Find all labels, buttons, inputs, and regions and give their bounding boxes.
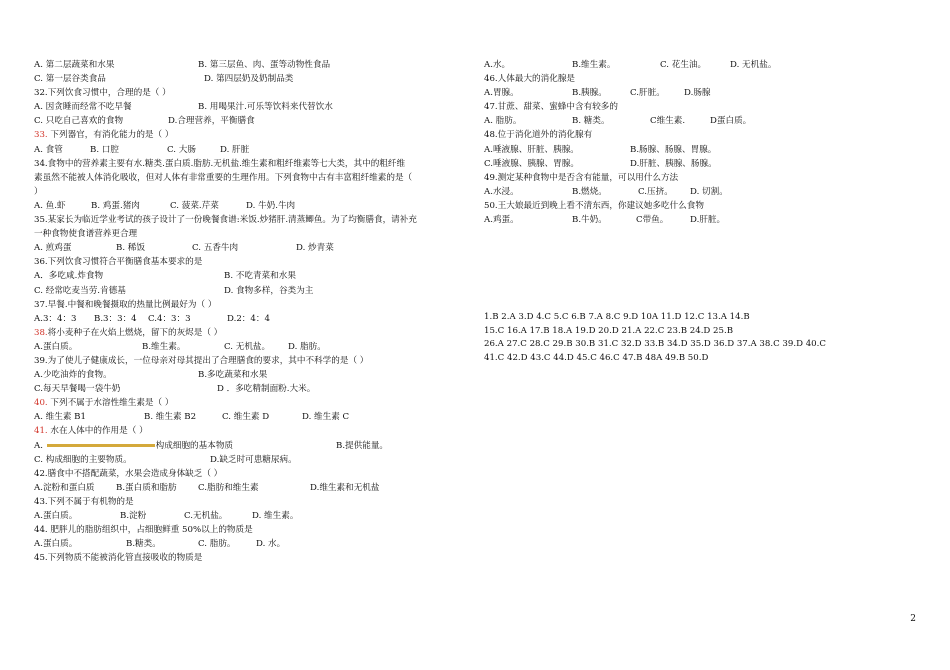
option-b: B. 不吃青菜和水果	[224, 271, 296, 282]
option-c: C.肝脏。	[630, 88, 665, 99]
option-c: C. 五香牛肉	[192, 243, 239, 254]
option-b: B.3：3：4	[94, 313, 137, 324]
option-a: A.3：4：3	[34, 313, 77, 324]
option-d: D ．多吃精制面粉.大米。	[217, 384, 316, 395]
option-d: D. 第四层奶及奶制品类	[204, 74, 294, 85]
question-text: 下列器官，有消化能力的是（ ）	[47, 130, 174, 141]
question-36-options-ab	[34, 269, 464, 283]
answer-key	[484, 311, 924, 365]
question-40-options	[34, 410, 464, 424]
option-d: D. 食物多样，谷类为主	[224, 285, 314, 296]
answer-key-line: 26.A 27.C 28.C 29.B 30.B 31.C 32.D 33.B 34.D 35.D 36.D 37.A 38.C 39.D 40.C	[484, 339, 826, 350]
option-a-letter: A.	[34, 440, 46, 451]
question-48-stem: 48.位于消化道外的消化腺有	[484, 130, 593, 141]
question-32-stem: 32.下列饮食习惯中，合理的是（ ）	[34, 88, 171, 99]
question-41-options-ab	[34, 439, 464, 453]
question-42-stem: 42.膳食中不搭配蔬菜，水果会造成身体缺乏（ ）	[34, 468, 223, 479]
option-a: A. 脂肪。	[484, 116, 522, 127]
option-a: A.蛋白质。	[34, 341, 78, 352]
option-d: D. 切割。	[690, 186, 728, 197]
question-43-stem: 43.下列不属于有机物的是	[34, 496, 134, 507]
question-33-stem	[34, 128, 464, 142]
question-48-options-ab	[484, 143, 924, 157]
question-35-stem-line2: 一种食物使食谱营养更合理	[34, 229, 138, 240]
option-a: A.水浸。	[484, 186, 519, 197]
option-a: A.唾液腺、肝脏、胰腺。	[484, 144, 579, 155]
question-49-options	[484, 185, 924, 199]
question-44-stem: 44. 肥胖儿的脂肪组织中，占细胞鲜重 50%以上的物质是	[34, 525, 253, 536]
option-b: B. 稀饭	[116, 243, 145, 254]
option-c: C.脂肪和维生素	[198, 482, 259, 493]
option-c: C. 维生素 D	[222, 412, 270, 423]
left-column	[34, 58, 464, 565]
option-a: A．多吃咸.炸食物	[34, 271, 104, 282]
option-c: C.4：3：3	[148, 313, 191, 324]
question-49-stem: 49.测定某种食物中是否含有能量，可以用什么方法	[484, 172, 679, 183]
option-b: B. 第三层鱼、肉、蛋等动物性食品	[198, 60, 331, 70]
option-b: B.糖类。	[126, 539, 161, 550]
option-d: D.合理营养，平衡膳食	[168, 116, 255, 127]
question-33-options	[34, 143, 464, 157]
question-46-options	[484, 86, 924, 100]
option-c: C. 经常吃麦当劳.肯德基	[34, 285, 126, 296]
option-b: B.淀粉	[120, 511, 147, 521]
option-a: A. 煎鸡蛋	[34, 243, 72, 254]
option-b: B.牛奶。	[572, 215, 607, 226]
option-a: A.淀粉和蛋白质	[34, 482, 95, 493]
question-36-stem: 36.下列饮食习惯符合平衡膳食基本要求的是	[34, 257, 203, 268]
option-d: D. 肝脏	[220, 144, 250, 155]
question-39-options-cd	[34, 382, 464, 396]
question-31-options-cd	[34, 72, 464, 86]
question-number: 40.	[34, 398, 48, 409]
question-text: 将小麦种子在火焰上燃烧，留下的灰烬是（ ）	[47, 327, 223, 338]
option-d: D.2：4：4	[227, 313, 270, 324]
option-b: B. 口腔	[90, 144, 119, 155]
option-a: A. 第二层蔬菜和水果	[34, 60, 115, 70]
option-d: D.维生素和无机盐	[310, 482, 380, 493]
question-32-options-ab	[34, 100, 464, 114]
highlight-mark	[47, 444, 155, 447]
option-d: D.肝脏、胰腺、肠腺。	[630, 158, 717, 169]
answer-key-line: 1.B 2.A 3.D 4.C 5.C 6.B 7.A 8.C 9.D 10A 11.D 12.C 13.A 14.B	[484, 312, 750, 323]
question-43-options	[34, 509, 464, 523]
option-d: D. 炒青菜	[296, 243, 334, 254]
question-text: 水在人体中的作用是（ ）	[47, 426, 148, 437]
question-38-stem	[34, 326, 464, 340]
question-48-options-cd	[484, 157, 924, 171]
option-b: B.肠腺、肠腺、胃腺。	[630, 144, 717, 155]
option-a: A. 食管	[34, 144, 63, 155]
option-b: B. 鸡蛋.猪肉	[91, 200, 140, 211]
question-31-options-ab	[34, 58, 464, 72]
question-number: 41.	[34, 426, 48, 437]
question-32-options-cd	[34, 114, 464, 128]
option-c: C. 无机盐。	[224, 341, 271, 352]
question-34-options	[34, 199, 464, 213]
option-d: D. 无机盐。	[730, 60, 777, 70]
option-a: A.蛋白质。	[34, 539, 78, 550]
option-d: D.肠腺	[684, 88, 711, 99]
option-b: B.维生素。	[142, 341, 186, 352]
question-46-stem: 46.人体最大的消化腺是	[484, 74, 576, 85]
option-c: C. 第一层谷类食品	[34, 74, 106, 85]
option-b: B.燃烧。	[572, 186, 607, 197]
option-a: A. 鱼.虾	[34, 200, 66, 211]
question-44-options	[34, 537, 464, 551]
option-c: C. 花生油。	[660, 60, 707, 70]
question-40-stem	[34, 396, 464, 410]
option-c: C.无机盐。	[184, 511, 228, 521]
option-c: C. 大肠	[167, 144, 196, 155]
option-a-text: 构成细胞的基本物质	[155, 440, 234, 451]
option-d: D蛋白质。	[710, 116, 752, 127]
question-34-stem-line3: ）	[34, 186, 43, 197]
option-c: C.压挤。	[638, 186, 673, 197]
option-a: A.鸡蛋。	[484, 215, 519, 226]
question-45-stem: 45.下列物质不能被消化管直接吸收的物质是	[34, 553, 203, 564]
option-c: C.每天早餐喝一袋牛奶	[34, 384, 121, 395]
option-c: C. 菠菜.芹菜	[170, 200, 219, 211]
question-47-options	[484, 114, 924, 128]
option-d: D. 维生素 C	[302, 412, 350, 423]
option-b: B.提供能量。	[336, 440, 389, 451]
option-b: B. 维生素 B2	[144, 412, 197, 423]
option-c: C. 脂肪。	[198, 539, 236, 550]
option-a: A. 维生素 B1	[34, 412, 86, 423]
option-b: B. 糖类。	[572, 116, 610, 127]
question-35-options	[34, 241, 464, 255]
question-50-options	[484, 213, 924, 227]
option-d: D. 水。	[256, 539, 286, 550]
question-41-options-cd	[34, 453, 464, 467]
question-35-stem-line1: 35.某家长为临近学业考试的孩子设计了一份晚餐食谱:米饭.炒猪肝.清蒸鲫鱼。为了均衡膳食，请补充	[34, 215, 417, 226]
question-number: 33.	[34, 130, 48, 141]
question-47-stem: 47.甘蔗、甜菜、蜜蜂中含有较多的	[484, 102, 618, 113]
option-a: A.少吃油炸的食物。	[34, 370, 112, 381]
question-37-options	[34, 312, 464, 326]
option-b: B.多吃蔬菜和水果	[198, 370, 268, 381]
option-a	[34, 439, 233, 453]
option-a: A.水。	[484, 60, 511, 70]
question-number: 38.	[34, 327, 48, 338]
question-text: 下列不属于水溶性维生素是（ ）	[47, 398, 174, 409]
option-d: D. 脂肪。	[288, 341, 326, 352]
answer-key-line: 15.C 16.A 17.B 18.A 19.D 20.D 21.A 22.C 23.B 24.D 25.B	[484, 325, 734, 336]
question-45-options	[484, 58, 924, 72]
option-c: C. 只吃自己喜欢的食物	[34, 116, 124, 127]
option-b: B.蛋白质和脂肪	[116, 482, 177, 493]
option-c: C带鱼。	[636, 215, 669, 226]
answer-key-line: 41.C 42.D 43.C 44.D 45.C 46.C 47.B 48A 49.B 50.D	[484, 352, 709, 363]
option-b: B. 用喝果汁.可乐等饮料来代替饮水	[198, 102, 333, 113]
option-a: A.胃腺。	[484, 88, 519, 99]
option-b: B.胰腺。	[572, 88, 607, 99]
question-36-options-cd	[34, 284, 464, 298]
option-d: D.肝脏。	[690, 215, 726, 226]
option-c: C维生素.	[650, 116, 686, 127]
option-d: D. 维生素。	[252, 511, 299, 521]
question-34-stem-line1: 34.食物中的营养素主要有水.糖类.蛋白质.脂肪.无机盐.维生素和粗纤维素等七大类，其中的粗纤维	[34, 158, 406, 169]
question-38-options	[34, 340, 464, 354]
page-number: 2	[910, 614, 916, 624]
question-34-stem-line2: 素虽然不能被人体消化吸收，但对人体有非常重要的生理作用。下列食物中古有丰富粗纤维素的是（	[34, 172, 413, 183]
question-50-stem: 50.王大娘最近到晚上看不清东西，你建议她多吃什么食物	[484, 200, 704, 211]
option-c: C. 构成细胞的主要物质。	[34, 454, 132, 465]
question-41-stem	[34, 424, 464, 438]
right-column	[484, 58, 924, 366]
option-d: D.缺乏时可患糖尿病。	[210, 454, 297, 465]
option-b: B.维生素。	[572, 60, 616, 70]
question-37-stem: 37.早餐.中餐和晚餐摄取的热量比例最好为（ ）	[34, 299, 217, 310]
option-a: A. 因贪睡而经常不吃早餐	[34, 102, 132, 113]
question-39-options-ab	[34, 368, 464, 382]
question-39-stem: 39.为了使儿子健康成长，一位母亲对母其提出了合理膳食的要求，其中不科学的是（ ）	[34, 355, 369, 366]
option-c: C.唾液腺、胰腺、胃腺。	[484, 158, 579, 169]
option-a: A.蛋白质。	[34, 511, 78, 521]
question-42-options	[34, 481, 464, 495]
option-d: D. 牛奶.牛肉	[246, 200, 296, 211]
